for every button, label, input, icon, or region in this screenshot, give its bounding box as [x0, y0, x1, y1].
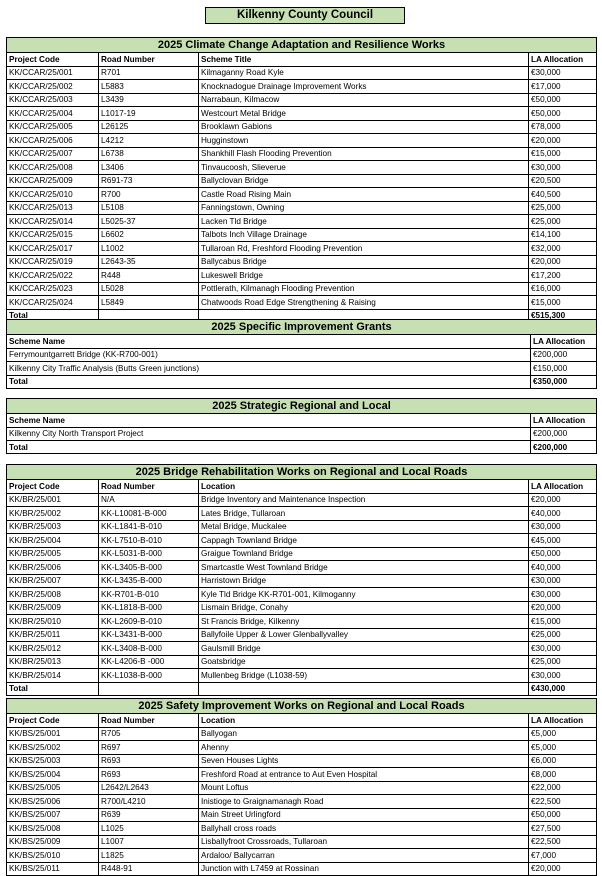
- table-cell: Inistioge to Graignamanagh Road: [199, 795, 529, 809]
- table-cell: KK/CCAR/25/004: [7, 107, 99, 121]
- col-header: LA Allocation: [529, 53, 597, 67]
- total-label: Total: [7, 441, 531, 454]
- table-cell: KK-L2609-B-010: [99, 615, 199, 629]
- table-row: [7, 835, 597, 849]
- table-cell: Castle Road Rising Main: [199, 188, 529, 202]
- table-cell: KK/CCAR/25/023: [7, 282, 99, 296]
- table-cell: KK/CCAR/25/002: [7, 80, 99, 94]
- table-row: [7, 80, 597, 94]
- table-cell: KK/CCAR/25/007: [7, 147, 99, 161]
- table-cell: Goatsbridge: [199, 655, 529, 669]
- table-cell: St Francis Bridge, Kilkenny: [199, 615, 529, 629]
- table-cell: Chatwoods Road Edge Strengthening & Raising: [199, 296, 529, 310]
- table-cell: R701: [99, 66, 199, 80]
- table-cell: KK-L4206-B -000: [99, 655, 199, 669]
- table-cell: L1007: [99, 835, 199, 849]
- table-cell: €8,000: [529, 768, 597, 782]
- table-cell: KK/BR/25/007: [7, 574, 99, 588]
- table-cell: €20,000: [529, 862, 597, 876]
- table-row: [7, 362, 597, 376]
- table-cell: Lismain Bridge, Conahy: [199, 601, 529, 615]
- section-title: 2025 Specific Improvement Grants: [7, 320, 597, 335]
- table-cell: KK/CCAR/25/001: [7, 66, 99, 80]
- col-header: Project Code: [7, 53, 99, 67]
- table-cell: €22,500: [529, 835, 597, 849]
- table-cell: KK/CCAR/25/010: [7, 188, 99, 202]
- table-cell: €45,000: [529, 534, 597, 548]
- table-cell: KK/BS/25/007: [7, 808, 99, 822]
- table-row: [7, 174, 597, 188]
- table-cell: KK-L7510-B-010: [99, 534, 199, 548]
- table-cell: KK/BR/25/003: [7, 520, 99, 534]
- table-cell: Ballyogan: [199, 727, 529, 741]
- table-cell: Mount Loftus: [199, 781, 529, 795]
- table-row: [7, 547, 597, 561]
- section-title: 2025 Climate Change Adaptation and Resilience Works: [7, 38, 597, 53]
- table-cell: Junction with L7459 at Rossinan: [199, 862, 529, 876]
- table-cell: €25,000: [529, 655, 597, 669]
- table-row: [7, 66, 597, 80]
- bridge-rehab-table: [6, 464, 597, 696]
- table-cell: KK/CCAR/25/024: [7, 296, 99, 310]
- table-cell: KK-L1038-B-000: [99, 669, 199, 683]
- col-header: LA Allocation: [529, 480, 597, 494]
- col-header: LA Allocation: [529, 714, 597, 728]
- table-cell: L6738: [99, 147, 199, 161]
- table-cell: KK/CCAR/25/009: [7, 174, 99, 188]
- table-cell: €40,000: [529, 507, 597, 521]
- table-cell: KK/CCAR/25/022: [7, 269, 99, 283]
- table-cell: L2643-35: [99, 255, 199, 269]
- table-cell: €200,000: [531, 427, 597, 441]
- table-cell: €20,000: [529, 601, 597, 615]
- table-row: [7, 296, 597, 310]
- table-cell: €30,000: [529, 161, 597, 175]
- table-cell: L3439: [99, 93, 199, 107]
- table-cell: L5025-37: [99, 215, 199, 229]
- table-cell: KK-L3431-B-000: [99, 628, 199, 642]
- table-cell: KK/CCAR/25/003: [7, 93, 99, 107]
- section-title: 2025 Bridge Rehabilitation Works on Regional and Local Roads: [7, 465, 597, 480]
- table-cell: €40,000: [529, 561, 597, 575]
- table-cell: €30,000: [529, 588, 597, 602]
- table-cell: L2642/L2643: [99, 781, 199, 795]
- table-cell: R448-91: [99, 862, 199, 876]
- table-cell: Ahenny: [199, 741, 529, 755]
- total-label: Total: [7, 375, 531, 388]
- table-cell: KK/CCAR/25/005: [7, 120, 99, 134]
- table-row: [7, 768, 597, 782]
- table-cell: KK/BS/25/003: [7, 754, 99, 768]
- col-header: Road Number: [99, 714, 199, 728]
- table-cell: €50,000: [529, 547, 597, 561]
- section-title: 2025 Strategic Regional and Local: [7, 399, 597, 414]
- table-cell: R691-73: [99, 174, 199, 188]
- table-cell: KK/CCAR/25/017: [7, 242, 99, 256]
- table-row: [7, 754, 597, 768]
- table-cell: Mullenbeg Bridge (L1038-59): [199, 669, 529, 683]
- table-row: [7, 242, 597, 256]
- table-cell: €200,000: [531, 348, 597, 362]
- table-row: [7, 107, 597, 121]
- table-row: [7, 561, 597, 575]
- table-row: [7, 493, 597, 507]
- table-cell: €40,500: [529, 188, 597, 202]
- table-cell: €32,000: [529, 242, 597, 256]
- table-cell: KK/BS/25/004: [7, 768, 99, 782]
- table-cell: R705: [99, 727, 199, 741]
- table-cell: €25,000: [529, 201, 597, 215]
- table-cell: KK/BR/25/009: [7, 601, 99, 615]
- table-cell: L5883: [99, 80, 199, 94]
- table-cell: L5108: [99, 201, 199, 215]
- table-row: [7, 822, 597, 836]
- council-banner: Kilkenny County Council: [205, 7, 405, 24]
- table-row: [7, 228, 597, 242]
- table-cell: €14,100: [529, 228, 597, 242]
- col-header: Road Number: [99, 480, 199, 494]
- table-row: [7, 601, 597, 615]
- table-cell: L4212: [99, 134, 199, 148]
- table-cell: L26125: [99, 120, 199, 134]
- table-row: [7, 507, 597, 521]
- table-cell: Cappagh Townland Bridge: [199, 534, 529, 548]
- table-row: [7, 588, 597, 602]
- table-cell: €17,200: [529, 269, 597, 283]
- table-cell: Pottlerath, Kilmanagh Flooding Prevention: [199, 282, 529, 296]
- table-row: [7, 134, 597, 148]
- total-value: €350,000: [531, 375, 597, 388]
- table-row: [7, 628, 597, 642]
- table-row: [7, 161, 597, 175]
- table-cell: Lates Bridge, Tullaroan: [199, 507, 529, 521]
- table-cell: KK/BR/25/005: [7, 547, 99, 561]
- table-cell: R693: [99, 754, 199, 768]
- col-header: Scheme Name: [7, 414, 531, 428]
- table-cell: Harristown Bridge: [199, 574, 529, 588]
- table-cell: Metal Bridge, Muckalee: [199, 520, 529, 534]
- table-cell: KK/BR/25/004: [7, 534, 99, 548]
- table-cell: KK-L3435-B-000: [99, 574, 199, 588]
- table-cell: Lukeswell Bridge: [199, 269, 529, 283]
- table-row: [7, 520, 597, 534]
- table-cell: KK/BS/25/011: [7, 862, 99, 876]
- table-cell: Kilmaganny Road Kyle: [199, 66, 529, 80]
- table-cell: €20,000: [529, 134, 597, 148]
- total-label: Total: [7, 682, 99, 695]
- table-row: [7, 615, 597, 629]
- table-cell: L1002: [99, 242, 199, 256]
- table-cell: L5028: [99, 282, 199, 296]
- col-header: Scheme Title: [199, 53, 529, 67]
- table-row: [7, 269, 597, 283]
- col-header: Road Number: [99, 53, 199, 67]
- table-cell: L1825: [99, 849, 199, 863]
- table-cell: Kilkenny City North Transport Project: [7, 427, 531, 441]
- table-cell: Ballyfoile Upper & Lower Glenballyvalley: [199, 628, 529, 642]
- table-cell: KK/BR/25/014: [7, 669, 99, 683]
- table-cell: Knocknadogue Drainage Improvement Works: [199, 80, 529, 94]
- table-cell: Gaulsmill Bridge: [199, 642, 529, 656]
- total-value: €515,300: [529, 309, 597, 322]
- table-cell: Freshford Road at entrance to Aut Even Hospital: [199, 768, 529, 782]
- col-header: Project Code: [7, 480, 99, 494]
- table-row: [7, 201, 597, 215]
- table-cell: KK-R701-B-010: [99, 588, 199, 602]
- table-row: [7, 849, 597, 863]
- table-cell: R448: [99, 269, 199, 283]
- table-cell: €15,000: [529, 615, 597, 629]
- table-cell: KK/BS/25/001: [7, 727, 99, 741]
- table-cell: Main Street Urlingford: [199, 808, 529, 822]
- table-cell: €22,000: [529, 781, 597, 795]
- table-cell: €50,000: [529, 93, 597, 107]
- table-cell: KK/BR/25/013: [7, 655, 99, 669]
- table-row: [7, 93, 597, 107]
- table-cell: KK/CCAR/25/015: [7, 228, 99, 242]
- table-row: [7, 655, 597, 669]
- table-cell: Brooklawn Gabions: [199, 120, 529, 134]
- strategic-table: [6, 398, 597, 454]
- table-cell: Ardaloo/ Ballycarran: [199, 849, 529, 863]
- table-cell: KK/BR/25/010: [7, 615, 99, 629]
- col-header: LA Allocation: [531, 414, 597, 428]
- table-cell: €15,000: [529, 147, 597, 161]
- table-cell: €30,000: [529, 669, 597, 683]
- table-row: [7, 282, 597, 296]
- table-cell: €27,500: [529, 822, 597, 836]
- table-cell: KK/CCAR/25/019: [7, 255, 99, 269]
- table-cell: €50,000: [529, 107, 597, 121]
- table-row: [7, 669, 597, 683]
- table-cell: KK/BR/25/011: [7, 628, 99, 642]
- table-cell: L5849: [99, 296, 199, 310]
- table-cell: N/A: [99, 493, 199, 507]
- table-cell: Shankhill Flash Flooding Prevention: [199, 147, 529, 161]
- table-cell: KK/BS/25/008: [7, 822, 99, 836]
- table-cell: Tinvaucoosh, Slieverue: [199, 161, 529, 175]
- table-cell: KK/BR/25/002: [7, 507, 99, 521]
- table-cell: KK/BR/25/008: [7, 588, 99, 602]
- table-cell: €6,000: [529, 754, 597, 768]
- table-row: [7, 215, 597, 229]
- table-cell: L6602: [99, 228, 199, 242]
- table-cell: KK/BS/25/009: [7, 835, 99, 849]
- specific-grants-table: [6, 319, 597, 389]
- table-cell: R639: [99, 808, 199, 822]
- table-cell: KK/BS/25/002: [7, 741, 99, 755]
- table-row: [7, 741, 597, 755]
- table-cell: KK-L1818-B-000: [99, 601, 199, 615]
- table-cell: Ferrymountgarrett Bridge (KK-R700-001): [7, 348, 531, 362]
- table-cell: €5,000: [529, 727, 597, 741]
- col-header: Location: [199, 714, 529, 728]
- table-cell: €30,000: [529, 574, 597, 588]
- table-cell: Hugginstown: [199, 134, 529, 148]
- table-cell: KK/CCAR/25/013: [7, 201, 99, 215]
- section-title: 2025 Safety Improvement Works on Regional and Local Roads: [7, 699, 597, 714]
- table-cell: Tullaroan Rd, Freshford Flooding Prevention: [199, 242, 529, 256]
- table-row: [7, 574, 597, 588]
- safety-works-table: [6, 698, 597, 876]
- table-row: [7, 534, 597, 548]
- table-cell: KK/BS/25/006: [7, 795, 99, 809]
- col-header: LA Allocation: [531, 335, 597, 349]
- table-cell: KK/BR/25/006: [7, 561, 99, 575]
- table-cell: Ballyclovan Bridge: [199, 174, 529, 188]
- total-value: €200,000: [531, 441, 597, 454]
- table-cell: Talbots Inch Village Drainage: [199, 228, 529, 242]
- table-row: [7, 188, 597, 202]
- table-cell: €150,000: [531, 362, 597, 376]
- table-cell: Lacken Tld Bridge: [199, 215, 529, 229]
- table-cell: KK-L3405-B-000: [99, 561, 199, 575]
- table-cell: €30,000: [529, 66, 597, 80]
- table-cell: Kyle Tld Bridge KK-R701-001, Kilmoganny: [199, 588, 529, 602]
- table-cell: €50,000: [529, 808, 597, 822]
- table-row: [7, 795, 597, 809]
- table-row: [7, 348, 597, 362]
- table-cell: €7,000: [529, 849, 597, 863]
- table-cell: Seven Houses Lights: [199, 754, 529, 768]
- table-cell: L3406: [99, 161, 199, 175]
- table-cell: L1025: [99, 822, 199, 836]
- table-cell: Ballycabus Bridge: [199, 255, 529, 269]
- table-row: [7, 727, 597, 741]
- table-cell: KK-L10081-B-000: [99, 507, 199, 521]
- total-label: Total: [7, 309, 99, 322]
- table-cell: Westcourt Metal Bridge: [199, 107, 529, 121]
- table-cell: Narrabaun, Kilmacow: [199, 93, 529, 107]
- table-cell: R697: [99, 741, 199, 755]
- table-cell: €22,500: [529, 795, 597, 809]
- table-cell: Lisballyfroot Crossroads, Tullaroan: [199, 835, 529, 849]
- table-cell: KK-L1841-B-010: [99, 520, 199, 534]
- table-cell: Smartcastle West Townland Bridge: [199, 561, 529, 575]
- table-row: [7, 147, 597, 161]
- table-cell: KK/BS/25/010: [7, 849, 99, 863]
- table-cell: €17,000: [529, 80, 597, 94]
- table-cell: Kilkenny City Traffic Analysis (Butts Green junctions): [7, 362, 531, 376]
- table-cell: R700/L4210: [99, 795, 199, 809]
- table-row: [7, 120, 597, 134]
- col-header: Scheme Name: [7, 335, 531, 349]
- table-cell: KK/CCAR/25/008: [7, 161, 99, 175]
- table-cell: Fanningstown, Owning: [199, 201, 529, 215]
- col-header: Project Code: [7, 714, 99, 728]
- table-cell: €20,000: [529, 493, 597, 507]
- table-cell: KK/CCAR/25/014: [7, 215, 99, 229]
- table-cell: €25,000: [529, 215, 597, 229]
- table-row: [7, 255, 597, 269]
- table-row: [7, 808, 597, 822]
- table-cell: €16,000: [529, 282, 597, 296]
- table-cell: KK/BR/25/012: [7, 642, 99, 656]
- table-cell: R700: [99, 188, 199, 202]
- table-cell: €30,000: [529, 520, 597, 534]
- table-cell: €5,000: [529, 741, 597, 755]
- table-cell: €78,000: [529, 120, 597, 134]
- table-cell: €15,000: [529, 296, 597, 310]
- total-value: €430,000: [529, 682, 597, 695]
- table-cell: KK-L5031-B-000: [99, 547, 199, 561]
- table-cell: €20,000: [529, 255, 597, 269]
- col-header: Location: [199, 480, 529, 494]
- table-cell: KK/CCAR/25/006: [7, 134, 99, 148]
- table-cell: L1017-19: [99, 107, 199, 121]
- table-cell: R693: [99, 768, 199, 782]
- table-cell: Bridge Inventory and Maintenance Inspection: [199, 493, 529, 507]
- table-cell: €30,000: [529, 642, 597, 656]
- table-cell: KK/BS/25/005: [7, 781, 99, 795]
- table-cell: KK-L3408-B-000: [99, 642, 199, 656]
- table-cell: €20,500: [529, 174, 597, 188]
- table-cell: Graigue Townland Bridge: [199, 547, 529, 561]
- table-cell: KK/BR/25/001: [7, 493, 99, 507]
- table-row: [7, 427, 597, 441]
- table-cell: Ballyhall cross roads: [199, 822, 529, 836]
- table-row: [7, 642, 597, 656]
- table-row: [7, 781, 597, 795]
- table-cell: €25,000: [529, 628, 597, 642]
- climate-works-table: [6, 37, 597, 323]
